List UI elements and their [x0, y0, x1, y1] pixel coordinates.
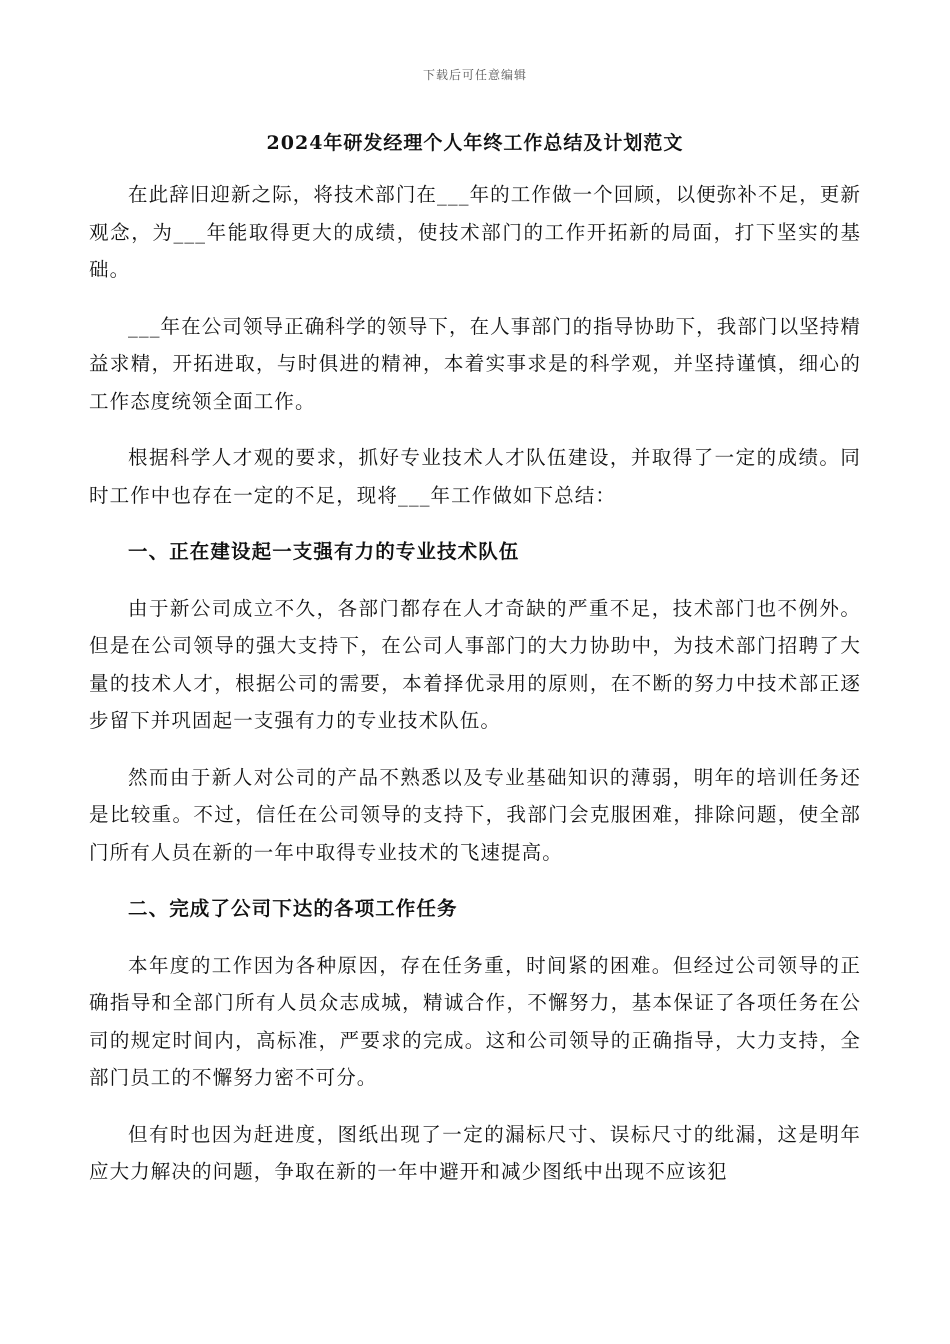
- document-title: 2024年研发经理个人年终工作总结及计划范文: [266, 132, 684, 154]
- paragraph-tasks: 本年度的工作因为各种原因，存在任务重，时间紧的困难。但经过公司领导的正确指导和全部门所有人员众志成城，精诚合作，不懈努力，基本保证了各项任务在公司的规定时间内，高标准，严要求的完成。这和公司领导的正确指导，大力支持，全部门员工的不懈努力密不可分。: [89, 953, 861, 1089]
- paragraph-intro: 在此辞旧迎新之际，将技术部门在___年的工作做一个回顾，以便弥补不足，更新观念，为___年能取得更大的成绩，使技术部门的工作开拓新的局面，打下坚实的基础。: [89, 183, 861, 281]
- paragraph-training: 然而由于新人对公司的产品不熟悉以及专业基础知识的薄弱，明年的培训任务还是比较重。不过，信任在公司领导的支持下，我部门会克服困难，排除问题，使全部门所有人员在新的一年中取得专业技术的飞速提高。: [89, 765, 861, 864]
- document-body: [89, 176, 861, 1191]
- paragraph-summary-intro: 根据科学人才观的要求，抓好专业技术人才队伍建设，并取得了一定的成绩。同时工作中也存在一定的不足，现将___年工作做如下总结：: [89, 446, 861, 507]
- section-heading-2: 二、完成了公司下达的各项工作任务: [128, 897, 458, 920]
- page-header-note: 下载后可任意编辑: [422, 68, 527, 82]
- paragraph-leadership: ___年在公司领导正确科学的领导下，在人事部门的指导协助下，我部门以坚持精益求精，开拓进取，与时俱进的精神，本着实事求是的科学观，并坚持谨慎，细心的工作态度统领全面工作。: [89, 314, 861, 413]
- section-heading-1: 一、正在建设起一支强有力的专业技术队伍: [128, 540, 520, 563]
- paragraph-drawing-issues: 但有时也因为赶进度，图纸出现了一定的漏标尺寸、误标尺寸的纰漏，这是明年应大力解决的问题，争取在新的一年中避开和减少图纸中出现不应该犯: [89, 1122, 861, 1183]
- paragraph-team-building: 由于新公司成立不久，各部门都存在人才奇缺的严重不足，技术部门也不例外。但是在公司领导的强大支持下，在公司人事部门的大力协助中，为技术部门招聘了大量的技术人才，根据公司的需要，本着择优录用的原则，在不断的努力中技术部正逐步留下并巩固起一支强有力的专业技术队伍。: [89, 596, 861, 732]
